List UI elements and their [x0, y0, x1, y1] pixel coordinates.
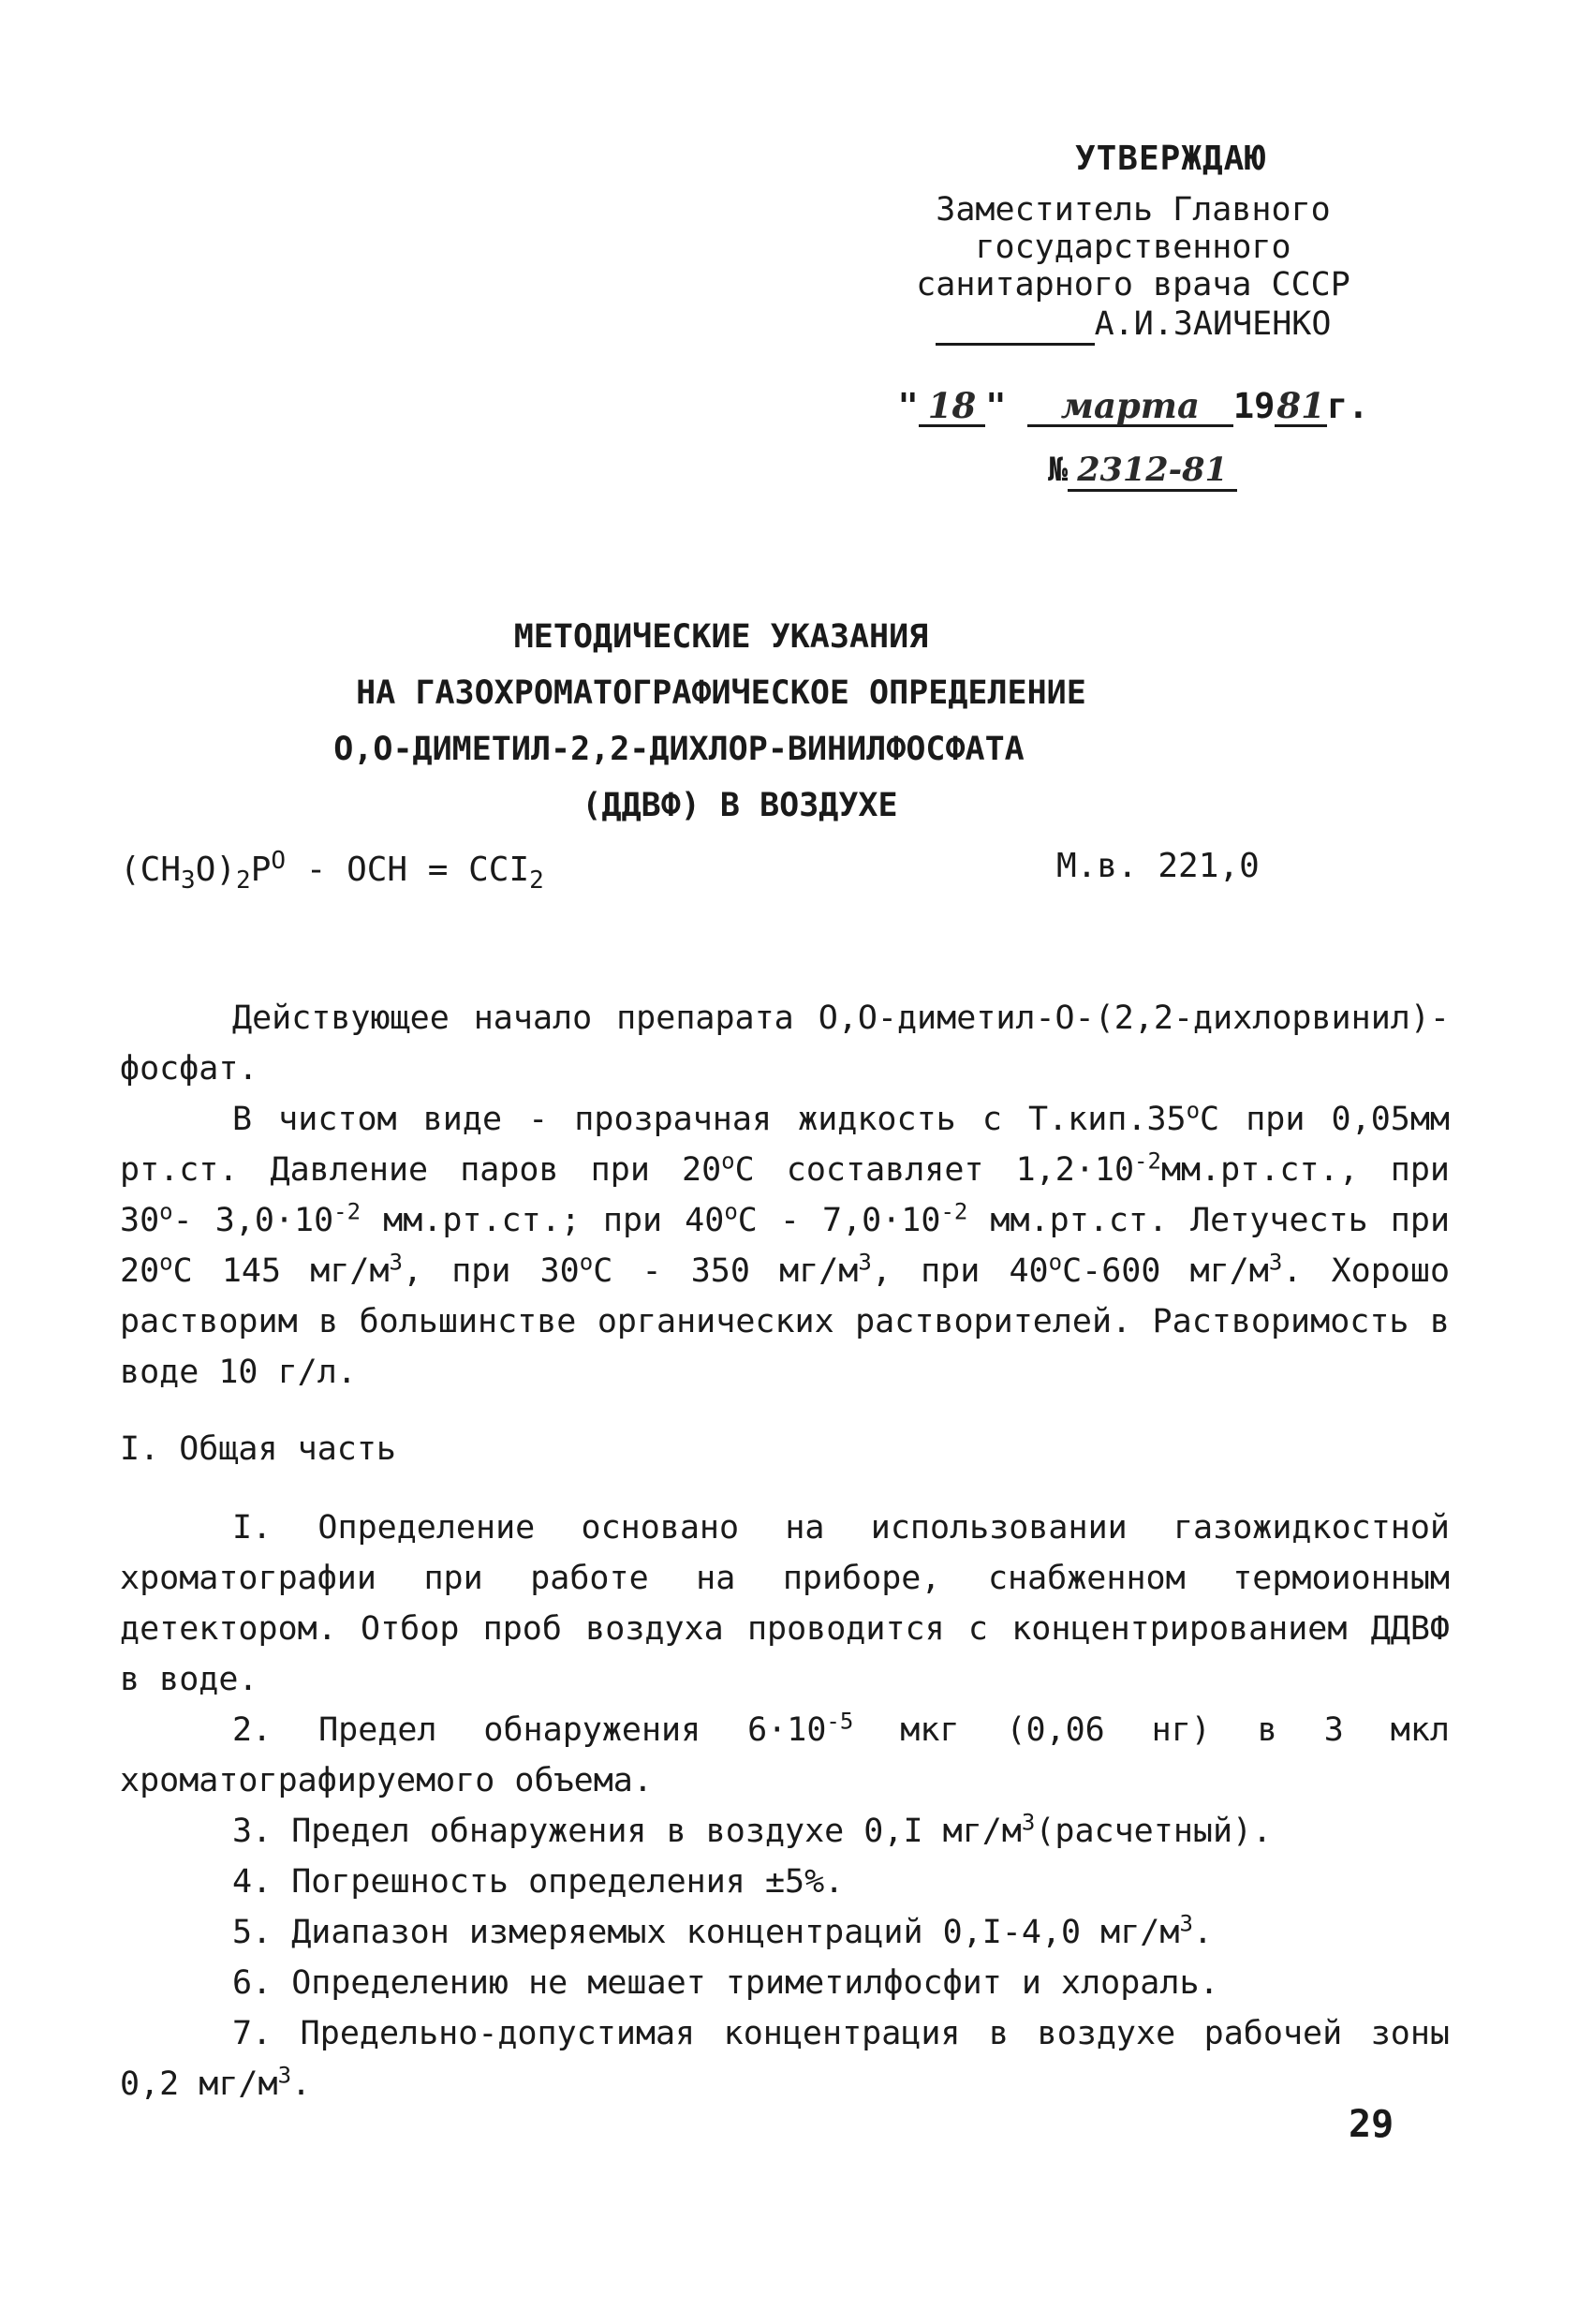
- title-line-2: НА ГАЗОХРОМАТОГРАФИЧЕСКОЕ ОПРЕДЕЛЕНИЕ: [356, 674, 1086, 712]
- item-3: 3. Предел обнаружения в воздухе 0,I $мг/м^3(расчетный)$.: [232, 1809, 1273, 1850]
- item-1: I. Определение основано на использовании газожидкостной хроматографии при работе на приборе, снабженном термоионным детектором. Отбор проб воздуха проводится с концентрированием ДДВФ в воде.: [120, 1509, 1450, 1698]
- approval-block: [871, 141, 1395, 492]
- section-heading: I. Общая часть: [120, 1430, 397, 1468]
- item-5: 5. Диапазон измеряемых концентраций 0,I-4,0 $мг/м^3$.: [232, 1910, 1213, 1951]
- item-6: 6. Определению не мешает триметилфосфит и хлораль.: [232, 1964, 1219, 2002]
- chemical-formula: [120, 824, 1300, 909]
- intro-paragraph-2: В чистом виде - прозрачная жидкость с $Т.кип.35^оС$ при 0,05мм рт.ст. Давление паров при $20^оС$ составляет $1,2\cdot 10^{-2}мм.рт.ст$., при $30^о-$ $3,0\cdot 10^{-2}$ мм.рт.ст.; при $40^оС - 7,0\cdot 10^{-2}$ мм.рт.ст. Летучесть при $20^оС$ 145 $мг/м^3$, при $30^оС - 350$ $мг/м^3$, при $40^оС-600$ $мг/м^3$. Хорошо растворим в большинстве органических растворителей. Растворимость в воде 10 г/л.: [120, 1097, 1451, 1391]
- item-4: 4. Погрешность определения ±5%.: [232, 1863, 845, 1901]
- date-suffix: г.: [1326, 386, 1369, 426]
- date-month: марта: [1027, 387, 1233, 427]
- page-number: 29: [1349, 2103, 1394, 2146]
- number-prefix: №: [1048, 451, 1069, 489]
- signatory-name: А.И.ЗАИЧЕНКО: [1094, 305, 1332, 343]
- title-line-1: МЕТОДИЧЕСКИЕ УКАЗАНИЯ: [513, 618, 929, 656]
- approval-date: " 18 " марта 1981г.: [897, 385, 1369, 426]
- intro-paragraph-1: Действующее начало препарата О,О-диметил-О-(2,2-дихлорвинил)-фосфат.: [120, 999, 1450, 1088]
- date-day: 18: [919, 387, 986, 427]
- item-2: 2. Предел обнаружения $6\cdot 10^{-5}$ мкг (0,06 нг) в 3 мкл хроматографируемого объема.: [120, 1708, 1450, 1799]
- document-title: [300, 609, 1143, 834]
- document-body: [120, 993, 1450, 2109]
- approval-line-3: санитарного врача СССР: [916, 266, 1350, 303]
- approval-line-2: государственного: [975, 229, 1291, 266]
- structural-formula: $(CH_3O)_2P^O$ - OCH = $CCI_2$: [120, 847, 544, 896]
- approval-heading: УТВЕРЖДАЮ: [1074, 140, 1267, 178]
- handwritten-signature: [936, 305, 1095, 346]
- molecular-weight: М.в. 221,0: [1056, 847, 1260, 885]
- signature-line: [871, 305, 1395, 346]
- date-year-prefix: 19: [1232, 386, 1276, 426]
- title-line-3: О,О-ДИМЕТИЛ-2,2-ДИХЛОР-ВИНИЛФОСФАТА: [333, 731, 1025, 768]
- approval-line-1: Заместитель Главного: [936, 191, 1331, 229]
- approval-number: [890, 451, 1395, 492]
- number-value: 2312-81: [1068, 451, 1237, 492]
- item-7: 7. Предельно-допустимая концентрация в воздухе рабочей зоны 0,2 $мг/м^3$.: [120, 2015, 1450, 2103]
- title-line-4: (ДДВФ) В ВОЗДУХЕ: [582, 787, 898, 824]
- date-year-suffix: 81: [1276, 385, 1325, 426]
